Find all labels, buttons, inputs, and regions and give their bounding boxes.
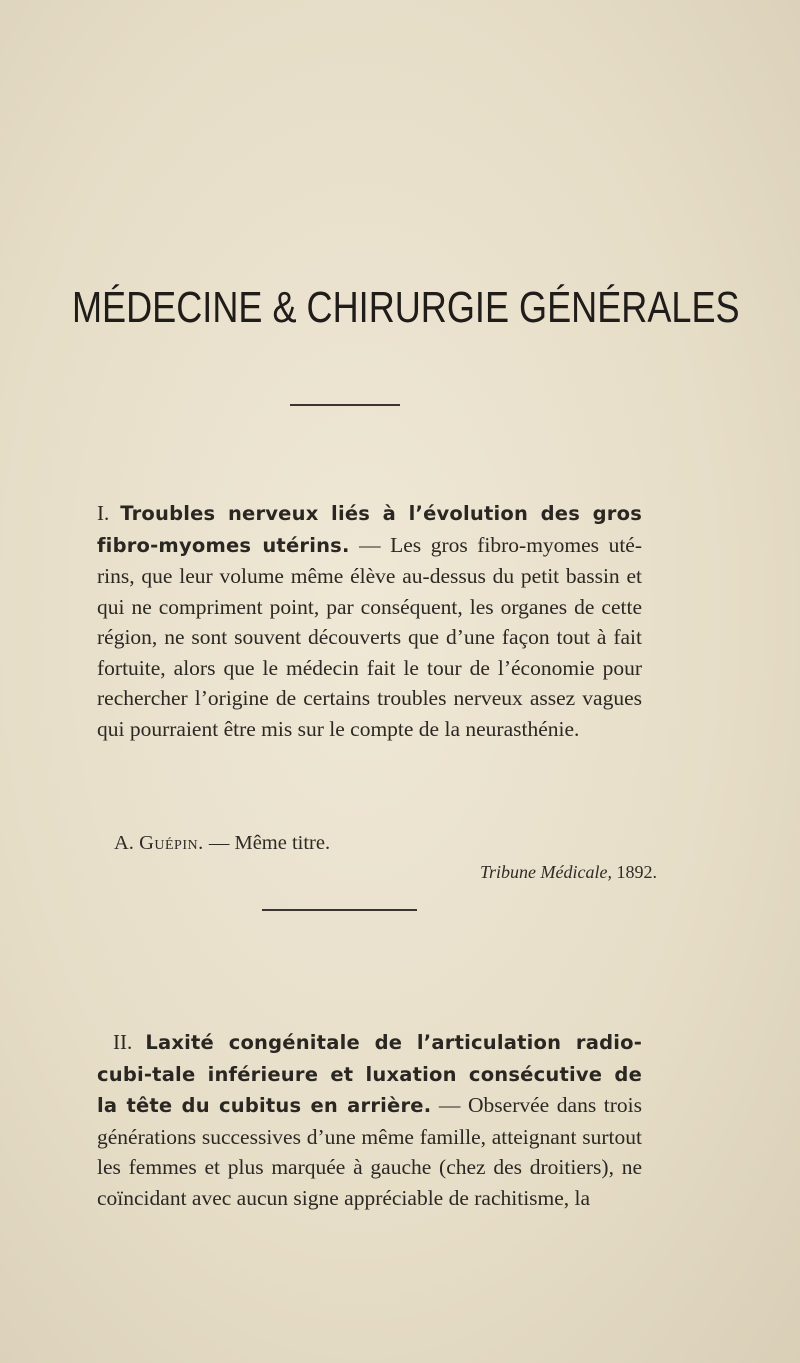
article-1 — [97, 498, 642, 744]
author-name: Guépin. — [139, 832, 204, 854]
article-2 — [97, 1027, 642, 1213]
title-divider — [290, 404, 400, 406]
article-2-heading: Laxité congénitale de l’articulation radio-cubi-tale inférieure et luxation consécutive de la tête du cubitus en arrière. — [97, 1031, 642, 1117]
author-initial: A. — [114, 832, 134, 854]
article-1-source — [480, 862, 657, 883]
source-year: 1892. — [616, 862, 657, 882]
article-1-body: — Les gros fibro-myomes uté-rins, que leur volume même élève au-dessus du petit bassin et qui ne compriment point, par conséquent, les organes de cette région, ne sont souvent découverts que d’une façon tout à fait fortuite, alors que le médecin fait le tour de l’économie pour rechercher l’origine de certains troubles nerveux assez vagues qui pourraient être mis sur le compte de la neurasthénie. — [97, 532, 642, 741]
article-2-body: — Observée dans trois générations successives d’une même famille, atteignant surtout les femmes et plus marquée à gauche (chez des droitiers), ne coïncidant avec aucun signe appréciable de rachitisme, la — [97, 1093, 642, 1210]
page-title: MÉDECINE & CHIRURGIE GÉNÉRALES — [72, 283, 740, 332]
article-2-numeral: II. — [113, 1030, 133, 1054]
article-1-heading: Troubles nerveux liés à l’évolution des gros fibro-myomes utérins. — [97, 502, 642, 557]
author-note: — Même titre. — [208, 832, 331, 854]
section-divider — [262, 909, 417, 911]
article-1-attribution — [114, 832, 330, 855]
article-1-numeral: I. — [97, 501, 110, 525]
source-journal: Tribune Médicale, — [480, 862, 612, 882]
